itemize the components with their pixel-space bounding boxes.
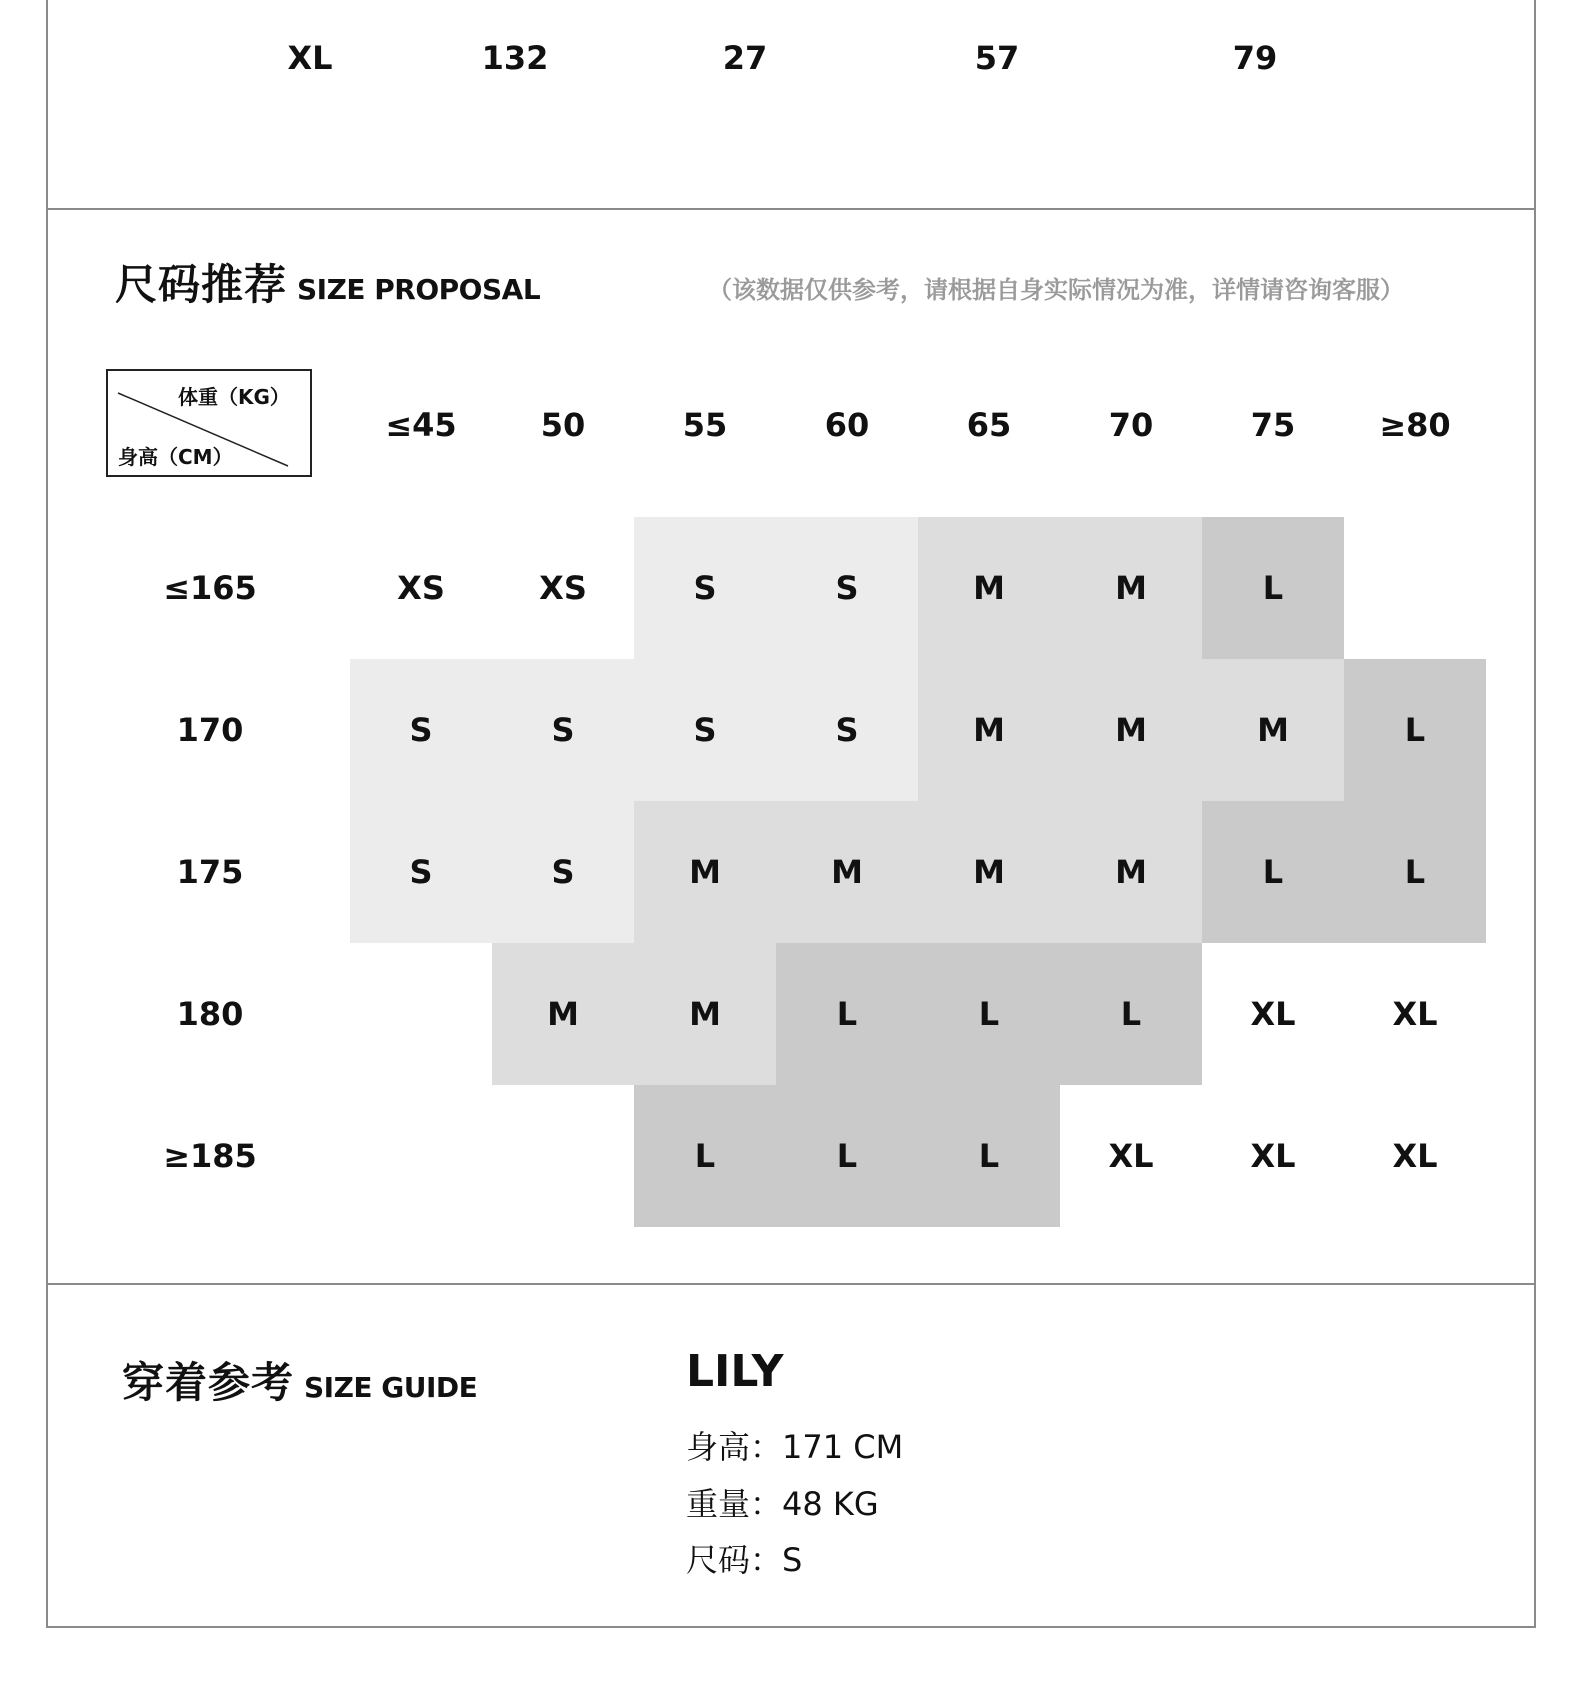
size-cell: S — [350, 659, 492, 801]
size-cell: M — [1060, 801, 1202, 943]
weight-header: 55 — [682, 406, 728, 444]
weight-header: 60 — [824, 406, 870, 444]
size-cell: XL — [1392, 995, 1438, 1033]
height-header: 170 — [176, 711, 244, 749]
proposal-heading — [115, 252, 540, 312]
divider — [46, 208, 1536, 210]
size-cell: M — [634, 943, 776, 1085]
size-cell: L — [918, 943, 1060, 1085]
model-height: 身高：171 CM — [686, 1428, 904, 1466]
size-cell: L — [776, 1085, 918, 1227]
weight-header: 50 — [540, 406, 586, 444]
model-size: 尺码：S — [686, 1541, 803, 1579]
top-value: 57 — [974, 39, 1020, 77]
size-cell: M — [1060, 659, 1202, 801]
divider — [46, 1283, 1536, 1285]
size-cell: L — [1202, 517, 1344, 659]
table-corner-header — [106, 369, 312, 477]
size-cell: M — [918, 659, 1060, 801]
size-cell: XL — [1250, 1137, 1296, 1175]
top-value: 79 — [1232, 39, 1278, 77]
size-cell: L — [1344, 801, 1486, 943]
size-cell: L — [1202, 801, 1344, 943]
weight-header: 70 — [1108, 406, 1154, 444]
size-cell — [1344, 517, 1486, 659]
size-cell: XL — [1250, 995, 1296, 1033]
size-cell: XL — [1392, 1137, 1438, 1175]
size-cell: M — [918, 801, 1060, 943]
weight-axis-label: 体重（KG） — [178, 385, 290, 409]
top-size: XL — [287, 39, 333, 77]
guide-title-cn: 穿着参考 — [122, 1358, 295, 1407]
size-cell: L — [1344, 659, 1486, 801]
top-value: 132 — [481, 39, 549, 77]
proposal-title-en: SIZE PROPOSAL — [297, 273, 541, 306]
height-header: 175 — [176, 853, 244, 891]
size-cell: S — [634, 517, 776, 659]
top-value: 27 — [722, 39, 768, 77]
model-weight: 重量：48 KG — [686, 1485, 879, 1523]
size-cell: S — [492, 801, 634, 943]
size-cell: XS — [397, 569, 445, 607]
size-cell: M — [634, 801, 776, 943]
height-header: ≤165 — [163, 569, 257, 607]
height-header: 180 — [176, 995, 244, 1033]
size-cell: L — [634, 1085, 776, 1227]
size-cell: L — [1060, 943, 1202, 1085]
height-axis-label: 身高（CM） — [118, 445, 233, 469]
size-cell: S — [634, 659, 776, 801]
size-cell: S — [776, 659, 918, 801]
size-cell: M — [1202, 659, 1344, 801]
proposal-title-cn: 尺码推荐 — [115, 260, 288, 309]
model-name: LILY — [686, 1346, 784, 1397]
size-cell: L — [918, 1085, 1060, 1227]
size-cell: S — [492, 659, 634, 801]
weight-header: ≥80 — [1379, 406, 1451, 444]
weight-header: 75 — [1250, 406, 1296, 444]
size-cell: M — [1060, 517, 1202, 659]
size-cell — [350, 1085, 492, 1227]
size-cell: L — [776, 943, 918, 1085]
size-cell: M — [918, 517, 1060, 659]
size-cell: S — [350, 801, 492, 943]
guide-title-en: SIZE GUIDE — [304, 1371, 478, 1404]
size-cell: M — [776, 801, 918, 943]
size-cell — [492, 1085, 634, 1227]
size-cell: S — [776, 517, 918, 659]
size-cell — [350, 943, 492, 1085]
weight-header: 65 — [966, 406, 1012, 444]
weight-header: ≤45 — [385, 406, 457, 444]
size-cell: M — [492, 943, 634, 1085]
size-cell: XS — [539, 569, 587, 607]
disclaimer-note: （该数据仅供参考，请根据自身实际情况为准，详情请咨询客服） — [708, 276, 1404, 304]
height-header: ≥185 — [163, 1137, 257, 1175]
guide-heading — [122, 1350, 477, 1410]
size-cell: XL — [1108, 1137, 1154, 1175]
